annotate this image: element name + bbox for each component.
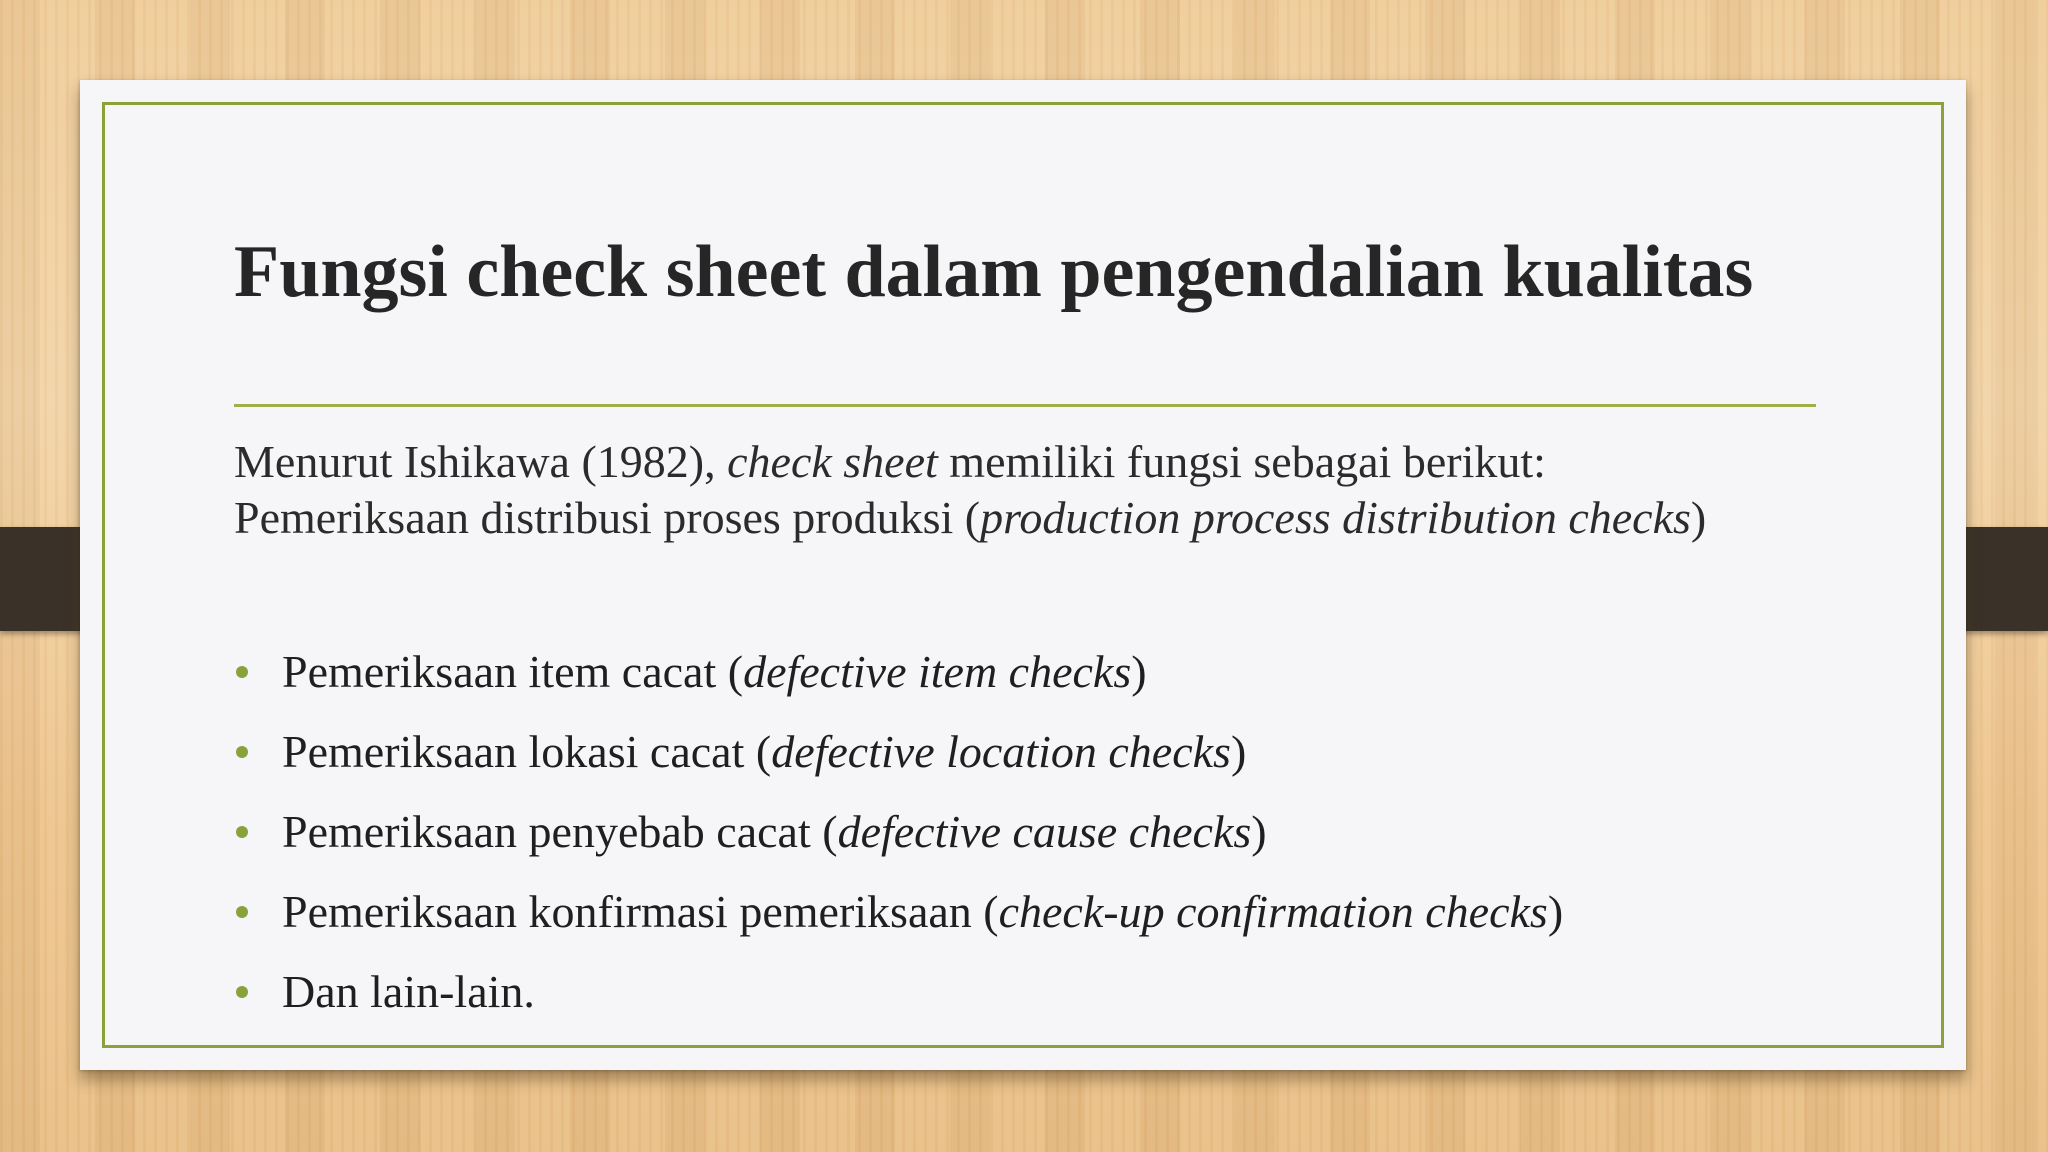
list-item-text: Pemeriksaan lokasi cacat (	[282, 726, 772, 777]
intro-paragraph	[234, 434, 1706, 546]
intro-line-2-italic: production process distribution checks	[980, 492, 1691, 543]
function-list	[234, 644, 1563, 1044]
list-item	[234, 804, 1563, 884]
list-item-close: )	[1547, 886, 1564, 937]
list-item-italic: defective location checks	[771, 726, 1231, 777]
list-item-text: Dan lain-lain.	[282, 966, 535, 1017]
slide-title: Fungsi check sheet dalam pengendalian kualitas	[234, 231, 1754, 313]
slide-card	[80, 80, 1966, 1070]
list-item-close: )	[1230, 726, 1247, 777]
list-item	[234, 884, 1563, 964]
bullet-dot-icon	[236, 906, 248, 918]
list-item-close: )	[1131, 646, 1147, 697]
list-item	[234, 724, 1563, 804]
list-item	[234, 964, 1563, 1044]
intro-line-1-tail: memiliki fungsi sebagai berikut:	[937, 436, 1546, 487]
title-divider	[234, 404, 1816, 407]
intro-line-2-text: Pemeriksaan distribusi proses produksi (	[234, 492, 981, 543]
intro-line-1	[234, 434, 1706, 490]
bullet-dot-icon	[236, 826, 248, 838]
list-item-italic: defective item checks	[743, 646, 1132, 697]
bullet-dot-icon	[236, 986, 248, 998]
list-item-text: Pemeriksaan konfirmasi pemeriksaan (	[282, 886, 999, 937]
list-item-italic: check-up confirmation checks	[998, 886, 1548, 937]
intro-line-1-italic: check sheet	[727, 436, 938, 487]
list-item-text: Pemeriksaan penyebab cacat (	[282, 806, 838, 857]
list-item-italic: defective cause checks	[837, 806, 1252, 857]
bullet-dot-icon	[236, 746, 248, 758]
intro-line-1-text: Menurut Ishikawa (1982),	[234, 436, 728, 487]
intro-line-2-tail: )	[1690, 492, 1707, 543]
list-item-close: )	[1251, 806, 1267, 857]
list-item	[234, 644, 1563, 724]
intro-line-2	[234, 490, 1706, 546]
list-item-text: Pemeriksaan item cacat (	[282, 646, 744, 697]
bullet-dot-icon	[236, 666, 248, 678]
